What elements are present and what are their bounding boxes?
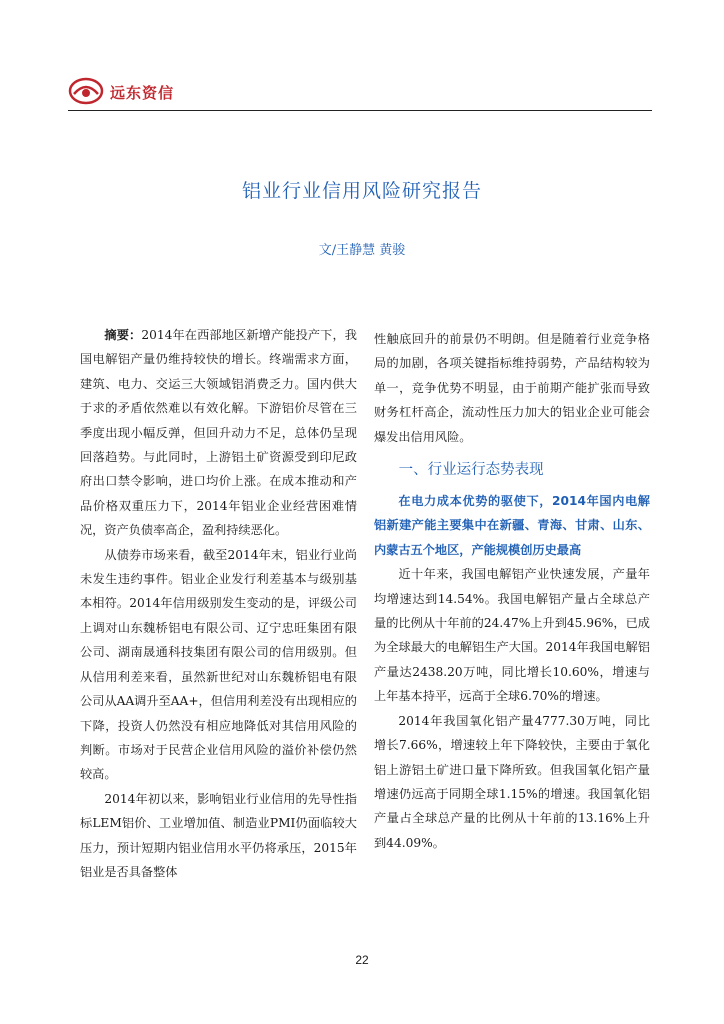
- page-header: [68, 74, 652, 110]
- body-paragraph: 2014年初以来，影响铝业行业信用的先导性指标LEM铝价、工业增加值、制造业PMI仍面临较大压力，预计短期内铝业信用水平仍将承压，2015年铝业是否具备整体: [80, 791, 357, 879]
- article-title: 铝业行业信用风险研究报告: [241, 180, 482, 202]
- abstract-text: 2014年在西部地区新增产能投产下，我国电解铝产量仍维持较快的增长。终端需求方面，建筑、电力、交运三大领域铝消费乏力。国内供大于求的矛盾依然难以有效化解。下游铝价尽管在三季度出现小幅反弹，但回升动力不足，总体仍呈现回落趋势。与此同时，上游铝土矿资源受到印尼政府出口禁令影响，进口均价上涨。在成本推动和产品价格双重压力下，2014年铝业企业经营困难情况，资产负债率高企，盈利持续恶化。: [80, 328, 357, 538]
- body-paragraph: 2014年我国氧化铝产量4777.30万吨，同比增长7.66%，增速较上年下降较快，主要由于氧化铝上游铝土矿进口量下降所致。但我国氧化铝产量增速仍远高于同期全球1.15%的增速。我国氧化铝产量占全球总产量的比例从十年前的13.16%上升到44.09%。: [374, 713, 650, 850]
- body-paragraph: 性触底回升的前景仍不明朗。但是随着行业竞争格局的加剧，各项关键指标维持弱势，产品结构较为单一，竞争优势不明显，由于前期产能扩张而导致财务杠杆高企，流动性压力加大的铝业企业可能会爆发出信用风险。: [374, 332, 650, 444]
- page-number: 22: [355, 953, 369, 967]
- right-column: [374, 327, 650, 855]
- body-paragraph: 从债券市场来看，截至2014年末，铝业行业尚未发生违约事件。铝业企业发行利差基本与级别基本相符。2014年信用级别发生变动的是，评级公司上调对山东魏桥铝电有限公司、辽宁忠旺集团有限公司、湖南晟通科技集团有限公司的信用级别。但从信用利差来看，虽然新世纪对山东魏桥铝电有限公司从AA调升至AA+，但信用利差没有出现相应的下降，投资人仍然没有相应地降低对其信用风险的判断。市场对于民营企业信用风险的溢价补偿仍然较高。: [80, 547, 357, 782]
- brand-name: 远东资信: [110, 84, 175, 102]
- section-heading: 一、行业运行态势表现: [398, 462, 544, 479]
- body-paragraph: 近十年来，我国电解铝产业快速发展，产量年均增速达到14.54%。我国电解铝产量占全球总产量的比例从十年前的24.47%上升到45.96%，已成为全球最大的电解铝生产大国。2014年我国电解铝产量达2438.20万吨，同比增长10.60%，增速与上年基本持平，远高于全球6.70%的增速。: [374, 567, 650, 704]
- abstract-label: 摘要：: [104, 328, 142, 342]
- far-east-credit-logo-icon: [68, 76, 104, 106]
- left-column: [80, 323, 357, 884]
- sub-heading: 在电力成本优势的驱使下，2014年国内电解铝新建产能主要集中在新疆、青海、甘肃、山东、内蒙古五个地区，产能规模创历史最高: [374, 494, 650, 557]
- header-divider: [68, 110, 652, 111]
- article-authors: 文/王静慧 黄骏: [318, 243, 406, 258]
- abstract-paragraph: [80, 323, 357, 543]
